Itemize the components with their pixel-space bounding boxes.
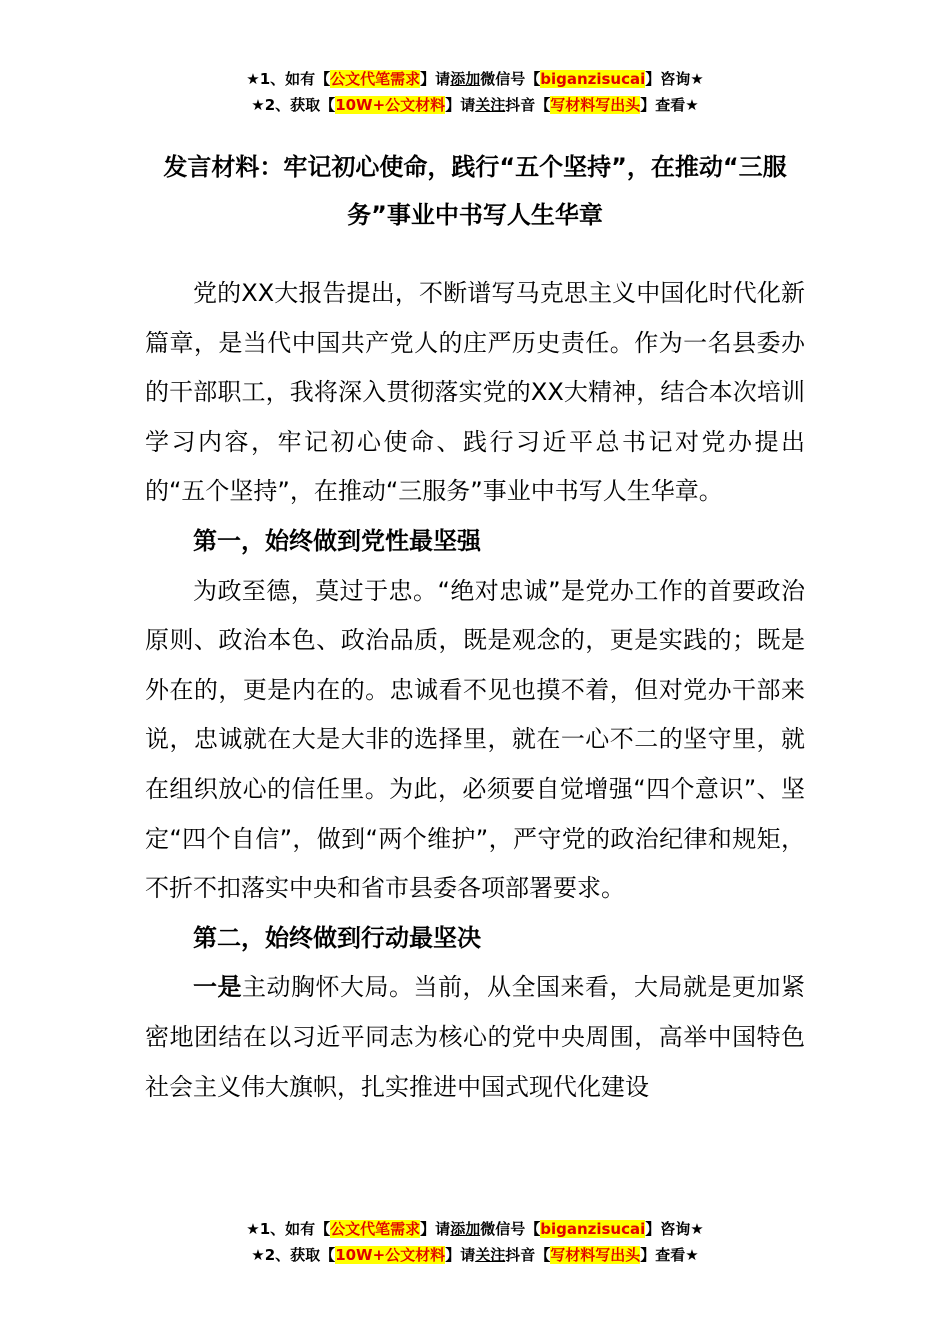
document-title: 发言材料：牢记初心使命，践行“五个坚持”，在推动“三服务”事业中书写人生华章 — [163, 153, 787, 229]
section-heading-1: 第一，始终做到党性最坚强 — [193, 526, 481, 555]
banner-text: ★1、如有【 — [246, 1220, 331, 1238]
banner-highlight: 10W+公文材料 — [335, 96, 446, 114]
banner-text: 】请 — [420, 1220, 451, 1238]
banner-highlight: 10W+公文材料 — [335, 1246, 446, 1264]
banner-text: 】请 — [445, 96, 476, 114]
paragraph-section-1: 为政至德，莫过于忠。“绝对忠诚”是党办工作的首要政治原则、政治本色、政治品质，既是观念的，更是实践的；既是外在的，更是内在的。忠诚看不见也摸不着，但对党办干部来说，忠诚就在大是大非的选择里，就在一心不二的坚守里，就在组织放心的信任里。为此，必须要自觉增强“四个意识”、坚定“四个自信”，做到“两个维护”，严守党的政治纪律和规矩，不折不扣落实中央和省市县委各项部署要求。 — [145, 576, 805, 903]
banner-highlight: 写材料写出头 — [550, 1246, 641, 1264]
banner-underlined: 关注 — [475, 1246, 506, 1264]
banner-text: 微信号【 — [480, 70, 541, 88]
banner-highlight: 公文代笔需求 — [330, 1220, 421, 1238]
banner-line-2 — [0, 1242, 950, 1268]
banner-text: 】查看★ — [640, 96, 699, 114]
banner-text: 抖音【 — [505, 96, 551, 114]
footer-banner — [0, 1216, 950, 1268]
banner-text: ★2、获取【 — [251, 96, 336, 114]
banner-text: ★1、如有【 — [246, 70, 331, 88]
paragraph-lead: 一是 — [193, 973, 242, 1002]
paragraph-section-2 — [145, 963, 805, 1112]
banner-highlight: 写材料写出头 — [550, 96, 641, 114]
section-heading-2: 第二，始终做到行动最坚决 — [193, 923, 481, 952]
banner-highlight: biganzisucai — [540, 1220, 646, 1238]
banner-underlined: 关注 — [475, 96, 506, 114]
banner-text: 】请 — [420, 70, 451, 88]
banner-underlined: 添加 — [450, 1220, 481, 1238]
header-banner — [0, 66, 950, 118]
paragraph-text: 主动胸怀大局。当前，从全国来看，大局就是更加紧密地团结在以习近平同志为核心的党中央周围，高举中国特色社会主义伟大旗帜，扎实推进中国式现代化建设 — [145, 973, 805, 1101]
banner-text: 抖音【 — [505, 1246, 551, 1264]
banner-highlight: biganzisucai — [540, 70, 646, 88]
paragraph-intro: 党的XX大报告提出，不断谱写马克思主义中国化时代化新篇章，是当代中国共产党人的庄严历史责任。作为一名县委办的干部职工，我将深入贯彻落实党的XX大精神，结合本次培训学习内容，牢记初心使命、践行习近平总书记对党办提出的“五个坚持”，在推动“三服务”事业中书写人生华章。 — [145, 279, 805, 506]
banner-text: ★2、获取【 — [251, 1246, 336, 1264]
banner-text: 微信号【 — [480, 1220, 541, 1238]
banner-text: 】请 — [445, 1246, 476, 1264]
banner-text: 】咨询★ — [645, 1220, 704, 1238]
banner-text: 】咨询★ — [645, 70, 704, 88]
banner-line-1 — [0, 66, 950, 92]
banner-line-1 — [0, 1216, 950, 1242]
banner-line-2 — [0, 92, 950, 118]
banner-underlined: 添加 — [450, 70, 481, 88]
document-body — [145, 269, 805, 1112]
banner-highlight: 公文代笔需求 — [330, 70, 421, 88]
banner-text: 】查看★ — [640, 1246, 699, 1264]
